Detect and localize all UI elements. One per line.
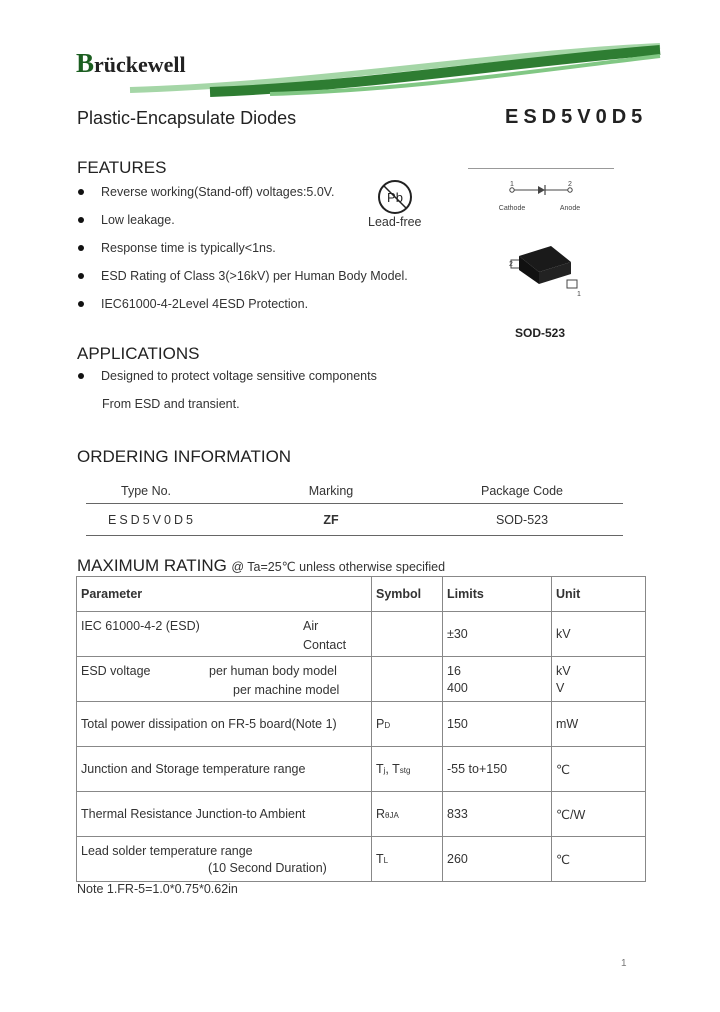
table-row [77, 702, 646, 747]
cell-unit: kV V [552, 657, 646, 702]
feature-item: Low leakage. [78, 213, 175, 227]
col-type-no: Type No. [121, 483, 172, 498]
col-unit: Unit [552, 577, 646, 612]
cell-param: Thermal Resistance Junction-to Ambient [77, 792, 372, 837]
rating-heading: MAXIMUM RATING [77, 556, 227, 575]
pkg-pin2-label: 2 [509, 261, 513, 268]
application-item: Designed to protect voltage sensitive components [78, 369, 377, 383]
cell-limit: 16 400 [443, 657, 552, 702]
cell-param: Lead solder temperature range (10 Second Duration) [77, 837, 372, 882]
table-row [77, 612, 646, 657]
pkg-pin1-label: 1 [577, 291, 581, 298]
feature-item: IEC61000-4-2Level 4ESD Protection. [78, 297, 308, 311]
cell-unit: mW [552, 702, 646, 747]
cell-limit: 260 [443, 837, 552, 882]
document-title: Plastic-Encapsulate Diodes [77, 108, 297, 128]
rating-header-row [77, 577, 646, 612]
table-row [77, 837, 646, 882]
cell-limit: 150 [443, 702, 552, 747]
ordering-table [86, 478, 623, 536]
package-name: SOD-523 [515, 326, 566, 340]
part-number: ESD5V0D5 [505, 106, 648, 128]
bullet-icon [78, 273, 84, 279]
cell-param: Total power dissipation on FR-5 board(Note 1) [77, 702, 372, 747]
rating-table [76, 576, 646, 882]
cell-symbol: TL [372, 837, 443, 882]
cell-param: ESD voltage per human body model per machine model [77, 657, 372, 702]
pin1-label: 1 [510, 181, 514, 188]
package-drawing-icon [505, 240, 585, 300]
rating-heading-line [77, 556, 445, 576]
diagram-divider [468, 168, 614, 169]
cell-symbol [372, 657, 443, 702]
features-heading: FEATURES [77, 158, 167, 177]
bullet-icon [78, 301, 84, 307]
lead-free-label: Lead-free [368, 215, 422, 229]
ordering-heading: ORDERING INFORMATION [77, 447, 292, 466]
feature-item: Response time is typically<1ns. [78, 241, 276, 255]
table-row [77, 747, 646, 792]
cell-unit: ℃ [552, 747, 646, 792]
cell-limit: ±30 [443, 612, 552, 657]
cathode-label: Cathode [498, 205, 526, 212]
bullet-icon [78, 217, 84, 223]
logo-initial: B [76, 48, 95, 78]
applications-heading: APPLICATIONS [77, 344, 200, 363]
cell-unit: kV [552, 612, 646, 657]
page-number: 1 [621, 958, 627, 969]
cell-limit: -55 to+150 [443, 747, 552, 792]
logo-text: rückewell [94, 52, 186, 77]
cell-marking: ZF [323, 512, 339, 527]
col-symbol: Symbol [372, 577, 443, 612]
pin2-label: 2 [568, 181, 572, 188]
cell-symbol: PD [372, 702, 443, 747]
cell-package-code: SOD-523 [495, 512, 549, 527]
footnote: Note 1.FR-5=1.0*0.75*0.62in [77, 882, 238, 896]
cell-symbol: Tj, Tstg [372, 747, 443, 792]
table-row [77, 792, 646, 837]
cell-symbol [372, 612, 443, 657]
bullet-icon [78, 189, 84, 195]
table-row [77, 657, 646, 702]
rating-condition: @ Ta=25℃ unless otherwise specified [231, 560, 446, 574]
cell-unit: ℃ [552, 837, 646, 882]
brand-logo [76, 48, 186, 79]
table-row [86, 504, 623, 536]
anode-label: Anode [559, 205, 581, 212]
col-parameter: Parameter [77, 577, 372, 612]
bullet-icon [78, 373, 84, 379]
feature-item: Reverse working(Stand-off) voltages:5.0V. [78, 185, 334, 199]
bullet-icon [78, 245, 84, 251]
cell-symbol: RθJA [372, 792, 443, 837]
application-continuation: From ESD and transient. [102, 397, 240, 411]
cell-type-no: ESD5V0D5 [108, 512, 196, 527]
diode-symbol-icon [498, 180, 588, 220]
cell-limit: 833 [443, 792, 552, 837]
col-package-code: Package Code [480, 483, 563, 498]
feature-item: ESD Rating of Class 3(>16kV) per Human Body Model. [78, 269, 408, 283]
lead-free-icon [376, 178, 414, 216]
cell-unit: ℃/W [552, 792, 646, 837]
col-marking: Marking [308, 483, 354, 498]
lead-symbol: Pb [387, 190, 403, 205]
cell-param: Junction and Storage temperature range [77, 747, 372, 792]
cell-param: IEC 61000-4-2 (ESD) Air Contact [77, 612, 372, 657]
ordering-header-row [86, 478, 623, 504]
col-limits: Limits [443, 577, 552, 612]
